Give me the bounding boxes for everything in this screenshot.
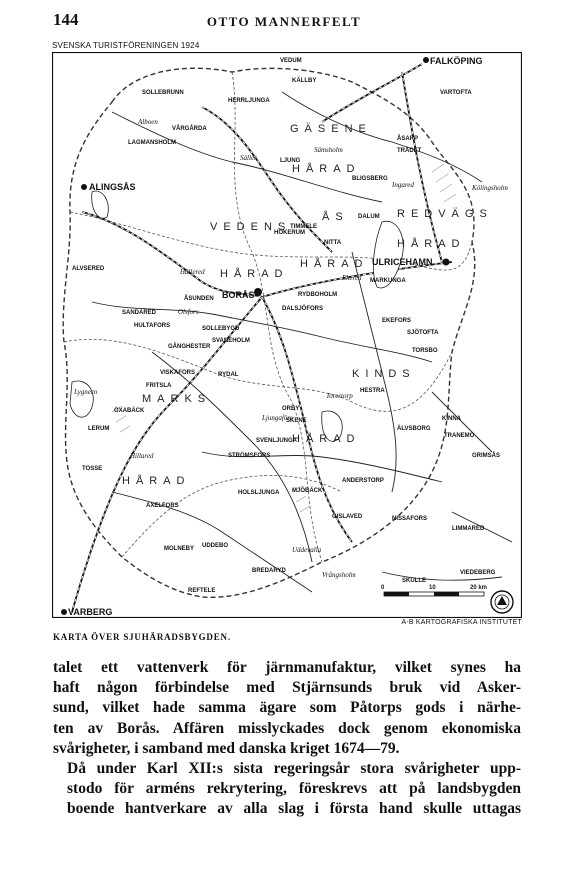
map-imprint: A-B KARTOGRAFISKA INSTITUTET <box>401 619 522 626</box>
svg-text:HÅRAD: HÅRAD <box>122 475 191 487</box>
body-text <box>53 658 521 820</box>
svg-text:ÅS: ÅS <box>322 211 349 223</box>
map-italic-label: Uddevalla <box>292 546 322 554</box>
map-italic-label: Ingared <box>392 181 414 189</box>
map-town-label: BORÅS <box>222 290 255 300</box>
map-place-label: ÅSUNDEN <box>184 296 214 302</box>
map-italic-label: Ljungaföre <box>262 414 293 422</box>
map-place-label: AXELFORS <box>146 503 179 509</box>
map-italic-label: Kölingsholm <box>472 184 508 192</box>
text-line: sund, vilket hade samma ägare som Påtorps gods i närhe- <box>53 699 521 717</box>
page-number: 144 <box>53 10 79 29</box>
svg-text:HÅRAD: HÅRAD <box>300 258 369 270</box>
map-place-label: GISLAVED <box>332 514 363 520</box>
map-place-label: HESTRA <box>360 388 385 394</box>
scale-label: 0 <box>381 585 385 591</box>
map-place-label: HOLSLJUNGA <box>238 490 280 496</box>
map-place-label: SVANEHOLM <box>212 338 250 344</box>
map-town-label: ULRICEHAMN <box>372 257 433 267</box>
map-place-label: SJÖTOFTA <box>407 330 439 336</box>
text-line: ten av Borås. Affären misslyckades dock genom ekonomiska <box>53 719 521 737</box>
map-place-label: MJÖBÄCK <box>292 488 323 494</box>
map-town-label: ALINGSÅS <box>89 182 136 192</box>
map-italic-label: Hällered <box>180 268 205 276</box>
map-place-label: SOLLEBYGD <box>202 326 240 332</box>
map-place-label: STRÖMSFORS <box>228 453 271 459</box>
scale-label: 20 km <box>470 585 488 591</box>
map-italic-label: Alboen <box>138 118 158 126</box>
paragraph <box>53 759 521 820</box>
map-italic-label: Torestorp <box>326 392 353 400</box>
map-place-label: LERUM <box>88 426 110 432</box>
map-place-label: HÖKERUM <box>274 230 305 236</box>
map-place-label: EKEFORS <box>382 318 412 324</box>
map-place-label: HULTAFORS <box>134 323 171 329</box>
svg-text:VEDENS: VEDENS <box>210 221 292 233</box>
map-place-label: HERRLJUNGA <box>228 98 270 104</box>
map-place-label: TORSBO <box>412 348 438 354</box>
svg-text:GÄSENE: GÄSENE <box>290 123 372 135</box>
svg-text:HÅRAD: HÅRAD <box>397 238 466 250</box>
svg-text:HÅRAD: HÅRAD <box>292 433 361 445</box>
town-marker-boras <box>254 288 262 296</box>
text-line: stodo för arméns rekrytering, föreskrevs att på landsbygden <box>67 780 521 798</box>
text-line: boende hantverkare av alla slag i första hand skulle uttagas <box>67 800 521 818</box>
paragraph <box>53 658 521 759</box>
map-italic-label: Lygnern <box>74 388 98 396</box>
town-marker-ulricehamn <box>443 259 450 266</box>
map-italic-label: Ekered <box>342 274 362 282</box>
map-place-label: ORBY <box>282 406 300 412</box>
map-place-label: TRANEMO <box>444 433 475 439</box>
map-place-label: SOLLEBRUNN <box>142 90 184 96</box>
map-place-label: VIEDEBERG <box>460 570 496 576</box>
map-place-label: NITTA <box>324 240 342 246</box>
map-source-label: SVENSKA TURISTFÖRENINGEN 1924 <box>52 41 200 50</box>
map-place-label: ALVSERED <box>72 266 105 272</box>
map <box>52 52 522 618</box>
map-place-label: SVENLJUNGA <box>256 438 298 444</box>
map-place-label: LJUNG <box>280 158 301 164</box>
publisher-seal-icon <box>491 591 513 613</box>
map-italic-label: Sämsholm <box>314 146 343 154</box>
map-place-label: BREDARYD <box>252 568 286 574</box>
map-town-label: FALKÖPING <box>430 56 483 66</box>
map-place-label: KÄLLBY <box>292 78 317 84</box>
map-place-label: TOSSE <box>82 466 103 472</box>
map-place-label: TIMMELE <box>290 224 317 230</box>
map-caption: KARTA ÖVER SJUHÄRADSBYGDEN. <box>53 632 231 642</box>
map-italic-label: Olsfors <box>178 308 199 316</box>
map-place-label: FRITSLA <box>146 383 172 389</box>
map-town-label: VARBERG <box>68 607 113 617</box>
map-place-label: ÅSARP <box>397 136 419 142</box>
running-head: OTTO MANNERFELT <box>206 14 362 29</box>
map-place-label: VARTOFTA <box>440 90 472 96</box>
svg-text:MARKS: MARKS <box>142 393 212 405</box>
map-place-label: ÄLVSBORG <box>397 426 431 432</box>
map-italic-label: Säller <box>240 154 257 162</box>
map-place-label: BLIGSBERG <box>352 176 388 182</box>
map-place-label: SKENE <box>286 418 307 424</box>
town-marker-varberg <box>61 609 67 615</box>
svg-text:REDVÄGS: REDVÄGS <box>397 208 493 220</box>
town-marker-falkoping <box>423 57 429 63</box>
map-place-label: GRIMSÅS <box>472 453 501 459</box>
map-place-label: LAGMANSHOLM <box>128 140 176 146</box>
map-italic-label: Vrångsholm <box>322 571 356 579</box>
map-place-label: ÖXABÄCK <box>114 408 145 414</box>
map-place-label: NISSAFORS <box>392 516 428 522</box>
text-line: svårigheter, i samband med danska kriget 1674—79. <box>53 739 400 757</box>
map-place-label: UDDEBO <box>202 543 229 549</box>
map-place-label: GÅNGHESTER <box>168 344 211 350</box>
svg-text:HÅRAD: HÅRAD <box>220 268 289 280</box>
town-marker-alingsas <box>81 184 87 190</box>
map-place-label: RYDAL <box>218 372 239 378</box>
map-place-label: SKULLE <box>402 578 426 584</box>
map-place-label: SANDARED <box>122 310 157 316</box>
map-place-label: VEDUM <box>280 58 302 64</box>
svg-text:KINDS: KINDS <box>352 368 416 380</box>
map-place-label: MOLNEBY <box>164 546 194 552</box>
map-place-label: DALUM <box>358 214 380 220</box>
map-place-label: TRÄDET <box>397 148 422 154</box>
map-place-label: RYDBOHOLM <box>298 292 338 298</box>
map-place-label: DALSJÖFORS <box>282 306 324 312</box>
map-place-label: MARKUNGA <box>370 278 406 284</box>
text-line: Då under Karl XII:s sista regeringsår stora svårigheter upp- <box>67 760 521 778</box>
text-line: haft någon förbindelse med Stjärnsunds bruk vid Asker- <box>53 679 521 697</box>
map-italic-label: Hillared <box>130 452 154 460</box>
text-line: talet ett vattenverk för järnmanufaktur, vilket synes ha <box>53 659 521 676</box>
map-place-label: LIMMARED <box>452 526 485 532</box>
map-place-label: REFTELE <box>188 588 216 594</box>
map-place-label: VÅRGÅRDA <box>172 126 207 132</box>
map-place-label: KINNA <box>442 416 461 422</box>
scale-label: 10 <box>429 585 436 591</box>
map-place-label: VISKAFORS <box>160 370 196 376</box>
map-place-label: ANDERSTORP <box>342 478 384 484</box>
svg-text:HÅRAD: HÅRAD <box>292 163 361 175</box>
